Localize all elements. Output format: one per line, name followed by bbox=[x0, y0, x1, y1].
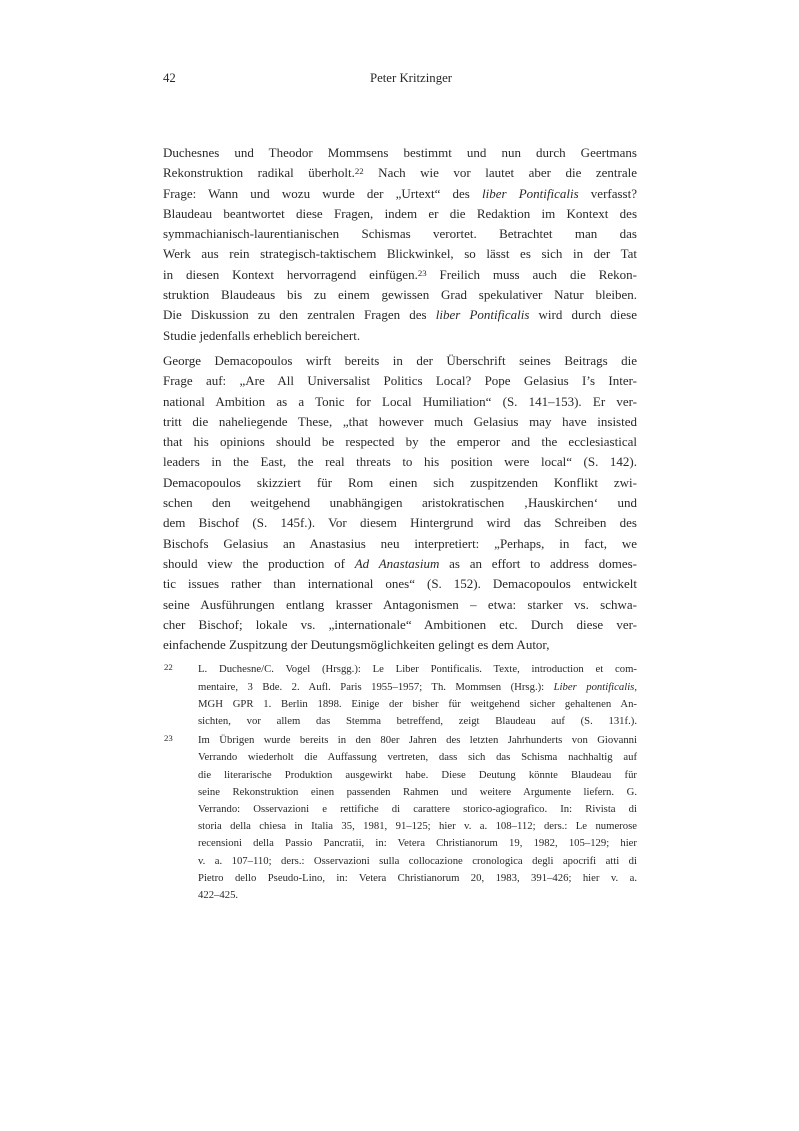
text-line: Im Übrigen wurde bereits in den 80er Jahren des letzten Jahrhunderts von Giovanni bbox=[198, 734, 637, 747]
text-line: v. a. 107–110; ders.: Osservazioni sulla collocazione cronologica degli apocrifi atti di bbox=[198, 854, 637, 867]
text-line: Frage auf: „Are All Universalist Politics Local? Pope Gelasius I’s Inter- bbox=[163, 373, 637, 389]
page-body bbox=[163, 143, 637, 904]
text-line: Blaudeau beantwortet diese Fragen, indem er die Redaktion im Kontext des bbox=[163, 205, 637, 221]
text-line: Duchesnes und Theodor Mommsens bestimmt und nun durch Geertmans bbox=[163, 145, 637, 160]
text-line: die literarische Produktion ausgewirkt habe. Diese Deutung könnte Blaudeau für bbox=[198, 768, 637, 781]
text-line: in diesen Kontext hervorragend einfügen.$^{23}$ Freilich muss auch die Rekon- bbox=[163, 266, 638, 282]
footnote-22 bbox=[163, 661, 637, 730]
footnote-reference: 22 bbox=[354, 166, 364, 177]
footnotes-section bbox=[163, 661, 637, 904]
text-line: schen den weitgehend unabhängigen aristokratischen ‚Hauskirchen‘ und bbox=[163, 495, 637, 511]
text-line: cher Bischof; lokale vs. „internationale“ Ambitionen etc. Durch diese ver- bbox=[163, 616, 637, 632]
text-line: Die Diskussion zu den zentralen Fragen des liber Pontificalis wird durch diese bbox=[163, 307, 637, 323]
text-line: Verrando: Osservazioni e rettifiche di carattere storico-agiografico. In: Rivista di bbox=[198, 803, 637, 816]
text-line: 422–425. bbox=[198, 889, 239, 902]
text-line: Werk aus rein strategisch-taktischem Blickwinkel, so lässt es sich in der Tat bbox=[163, 246, 637, 262]
text-line: Rekonstruktion radikal überholt.$^{22}$ Nach wie vor lautet aber die zentrale bbox=[163, 165, 637, 181]
text-line: symmachianisch-laurentianischen Schismas verortet. Betrachtet man das bbox=[163, 226, 637, 242]
paragraph-1 bbox=[163, 143, 637, 346]
text-line: Demacopoulos skizziert für Rom einen sich zuspitzenden Konflikt zwi- bbox=[163, 474, 637, 490]
text-line: sichten, vor allem das Stemma betreffend, zeigt Blaudeau auf (S. 131f.). bbox=[198, 715, 637, 728]
text-line: MGH GPR 1. Berlin 1898. Einige der bisher für weitgehend sicher gehaltenen An- bbox=[198, 697, 637, 710]
text-line: leaders in the East, the real threats to his position were local“ (S. 142). bbox=[163, 454, 637, 470]
text-line: seine Ausführungen entlang krasser Antagonismen – etwa: starker vs. schwa- bbox=[163, 596, 637, 612]
text-line: L. Duchesne/C. Vogel (Hrsgg.): Le Liber Pontificalis. Texte, introduction et com- bbox=[198, 663, 637, 676]
text-line: that his opinions should be respected by the emperor and the ecclesiastical bbox=[163, 434, 637, 450]
footnote-text bbox=[198, 732, 637, 904]
text-line: struktion Blaudeaus bis zu einem gewissen Grad spekulativer Natur bleiben. bbox=[163, 287, 637, 303]
text-line: national Ambition as a Tonic for Local Humiliation“ (S. 141–153). Er ver- bbox=[163, 393, 637, 409]
text-line: Frage: Wann und wozu wurde der „Urtext“ des liber Pontificalis verfasst? bbox=[163, 185, 638, 201]
text-line: Bischofs Gelasius an Anastasius neu interpretiert: „Perhaps, in fact, we bbox=[163, 535, 637, 551]
footnote-23 bbox=[163, 732, 637, 904]
text-line: einfachende Zuspitzung der Deutungsmöglichkeiten gelingt es dem Autor, bbox=[163, 637, 550, 653]
footnote-text bbox=[198, 661, 637, 730]
text-line: should view the production of Ad Anastasium as an effort to address domes- bbox=[163, 555, 637, 571]
page-number: 42 bbox=[163, 71, 176, 85]
text-line: recensioni della Passio Pancratii, in: Vetera Christianorum 19, 1982, 105–129; hier bbox=[198, 837, 637, 850]
text-line: Verrando wiederholt die Auffassung vertreten, dass sich das Schisma nachhaltig auf bbox=[198, 751, 637, 764]
paragraph-2 bbox=[163, 351, 637, 655]
text-line: seine Rekonstruktion einen passenden Rahmen und weitere Argumente liefern. G. bbox=[198, 785, 637, 798]
footnote-reference: 23 bbox=[417, 267, 427, 278]
text-line: Pietro dello Pseudo-Lino, in: Vetera Christianorum 20, 1983, 391–426; hier v. a. bbox=[198, 871, 637, 884]
text-line: storia della chiesa in Italia 35, 1981, 91–125; hier v. a. 108–112; ders.: Le numerose bbox=[198, 820, 637, 833]
text-line: George Demacopoulos wirft bereits in der Überschrift seines Beitrags die bbox=[163, 352, 637, 368]
text-line: mentaire, 3 Bde. 2. Aufl. Paris 1955–1957; Th. Mommsen (Hrsg.): Liber pontificalis, bbox=[198, 680, 637, 693]
text-line: dem Bischof (S. 145f.). Vor diesem Hintergrund wird das Schreiben des bbox=[163, 515, 637, 531]
footnote-number: 23 bbox=[164, 733, 173, 744]
footnote-number: 22 bbox=[164, 662, 173, 673]
page-header bbox=[163, 70, 637, 88]
text-line: tic issues rather than international ones“ (S. 152). Demacopoulos entwickelt bbox=[163, 576, 637, 592]
running-head: Peter Kritzinger bbox=[369, 71, 453, 85]
text-line: tritt die naheliegende These, „that however much Gelasius may have insisted bbox=[163, 413, 637, 429]
text-line: Studie jedenfalls erheblich bereichert. bbox=[163, 327, 361, 343]
